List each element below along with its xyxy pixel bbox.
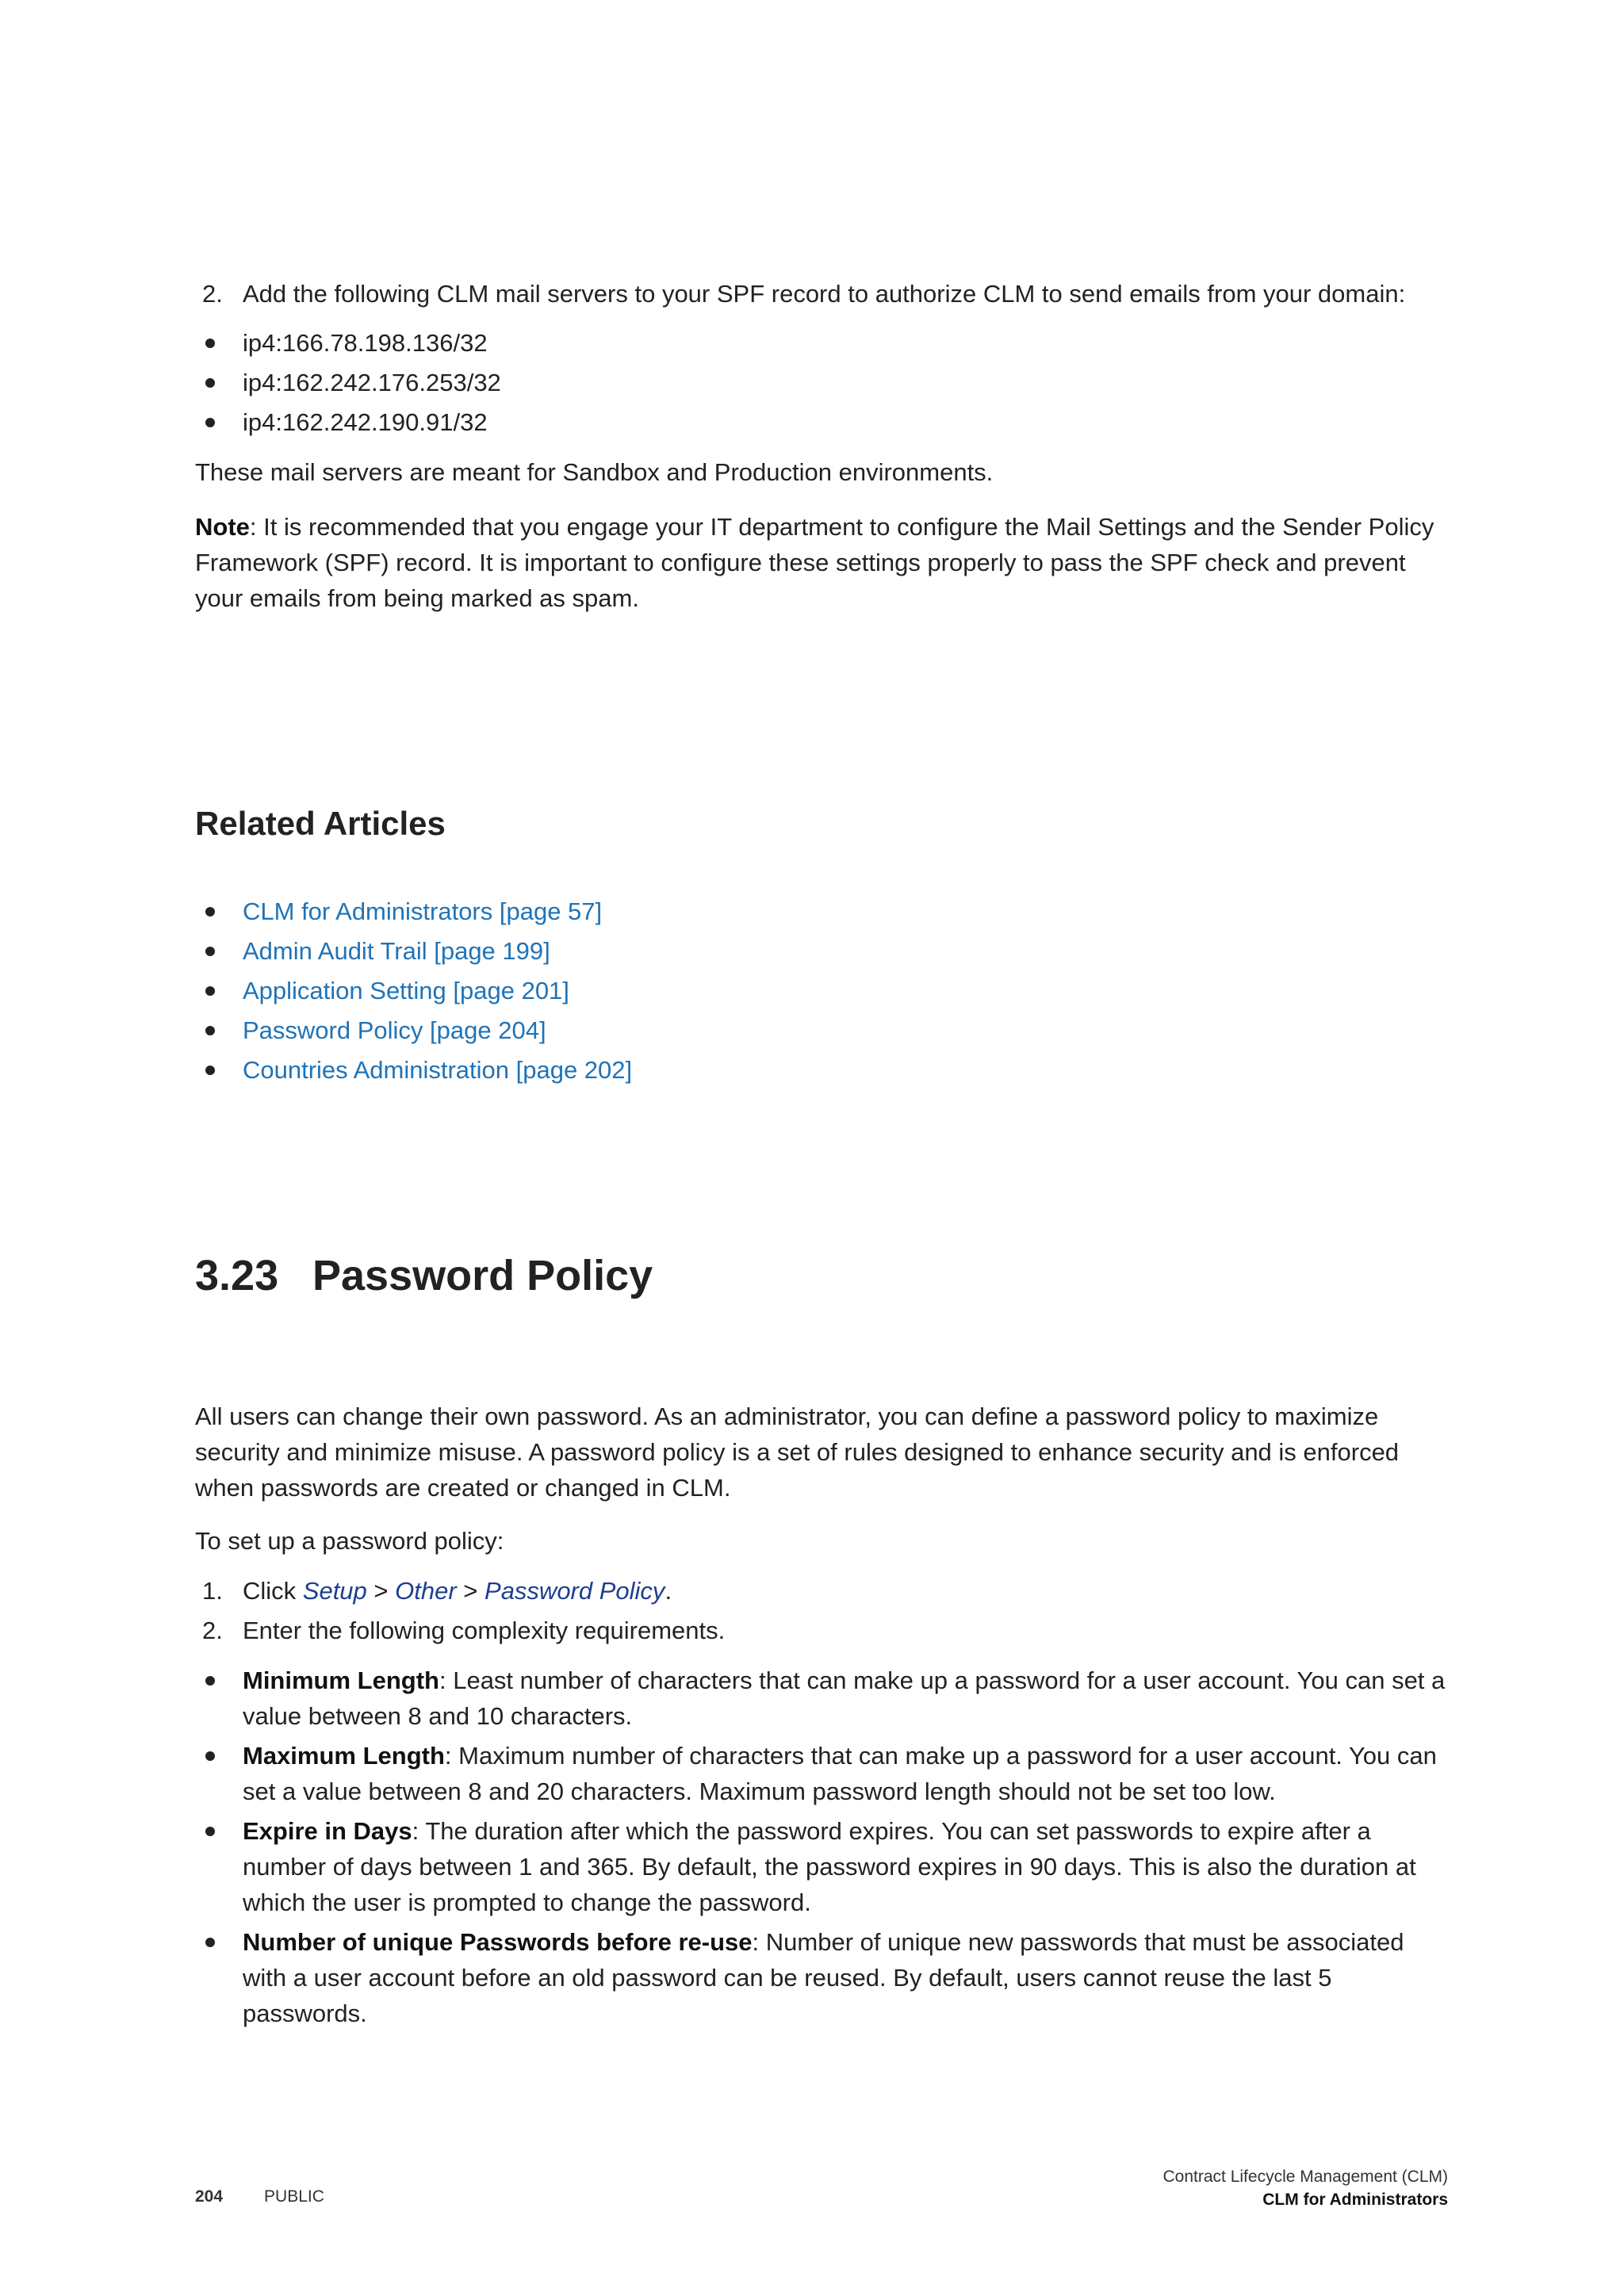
requirement-label: Maximum Length xyxy=(243,1742,445,1770)
footer-right xyxy=(1163,2165,1448,2211)
ip-address-list xyxy=(195,325,1448,440)
bullet-icon xyxy=(205,339,215,348)
step-number: 1. xyxy=(202,1577,223,1605)
step-2-add-mail-servers xyxy=(195,276,1448,312)
footer-product-name: Contract Lifecycle Management (CLM) xyxy=(1162,2168,1448,2186)
menu-path-setup: Setup xyxy=(302,1577,367,1605)
requirement-text: : The duration after which the password expires. You can set passwords to expire after a number of days between 1 and 365. By default, the password expires in 90 days. This is also the duration at which the user is prompted to change the password. xyxy=(243,1817,1416,1916)
bullet-icon xyxy=(205,1827,215,1836)
related-link-item xyxy=(195,1052,1448,1088)
note-text: : It is recommended that you engage your IT department to configure the Mail Settings and the Sender Policy Framework (SPF) record. It is important to configure these settings properly to pass the SPF check and prevent your emails from being marked as spam. xyxy=(195,513,1434,612)
requirement-label: Expire in Days xyxy=(243,1817,412,1845)
classification-label: PUBLIC xyxy=(264,2187,324,2206)
step-1-navigate: 1. Click Setup > Other > Password Policy. xyxy=(195,1573,1448,1609)
bullet-icon xyxy=(205,907,215,916)
step-text: Enter the following complexity requirements. xyxy=(243,1617,726,1644)
note-label: Note xyxy=(195,513,250,541)
related-link-countries-administration[interactable]: Countries Administration [page 202] xyxy=(243,1056,633,1084)
mail-servers-note: These mail servers are meant for Sandbox and Production environments. xyxy=(195,458,994,486)
complexity-requirements-list xyxy=(195,1663,1448,2031)
page-content xyxy=(195,276,1448,2035)
list-item: ip4:162.242.190.91/32 xyxy=(195,404,1448,440)
bullet-icon xyxy=(205,947,215,956)
bullet-icon xyxy=(205,1676,215,1686)
requirement-label: Minimum Length xyxy=(243,1667,439,1694)
requirement-item xyxy=(195,1924,1448,2031)
menu-path-password-policy: Password Policy xyxy=(485,1577,665,1605)
setup-intro: To set up a password policy: xyxy=(195,1527,504,1555)
step-number: 2. xyxy=(202,280,223,308)
requirement-item xyxy=(195,1738,1448,1809)
step-2-enter-requirements xyxy=(195,1613,1448,1648)
related-link-item xyxy=(195,933,1448,969)
bullet-icon xyxy=(205,1938,215,1947)
bullet-icon xyxy=(205,1751,215,1761)
requirement-text: : Number of unique new passwords that must be associated with a user account before an old password can be reused. By default, users cannot reuse the last 5 passwords. xyxy=(243,1928,1404,2027)
related-link-password-policy[interactable]: Password Policy [page 204] xyxy=(243,1016,546,1044)
footer-guide-name: CLM for Administrators xyxy=(1262,2191,1448,2209)
requirement-text: : Maximum number of characters that can make up a password for a user account. You can set a value between 8 and 20 characters. Maximum password length should not be set too low. xyxy=(243,1742,1437,1805)
page-number: 204 xyxy=(195,2187,224,2206)
related-link-clm-for-administrators[interactable]: CLM for Administrators [page 57] xyxy=(243,897,603,925)
related-link-item xyxy=(195,1012,1448,1048)
bullet-icon xyxy=(205,1026,215,1035)
bullet-icon xyxy=(205,986,215,996)
list-item: ip4:166.78.198.136/32 xyxy=(195,325,1448,361)
section-intro: All users can change their own password. As an administrator, you can define a password policy to maximize security and minimize misuse. A password policy is a set of rules designed to enhance security and is enforced when passwords are created or changed in CLM. xyxy=(195,1402,1400,1502)
requirement-item xyxy=(195,1813,1448,1920)
section-number: 3.23 xyxy=(195,1252,279,1299)
related-link-item xyxy=(195,894,1448,929)
note-paragraph xyxy=(195,509,1448,616)
related-articles-list xyxy=(195,894,1448,1088)
requirement-label: Number of unique Passwords before re-use xyxy=(243,1928,753,1956)
list-item: ip4:162.242.176.253/32 xyxy=(195,365,1448,400)
requirement-item xyxy=(195,1663,1448,1734)
related-link-application-setting[interactable]: Application Setting [page 201] xyxy=(243,977,569,1004)
footer-left xyxy=(195,2187,324,2206)
related-articles-heading: Related Articles xyxy=(195,805,446,842)
related-link-item xyxy=(195,973,1448,1008)
bullet-icon xyxy=(205,1066,215,1075)
bullet-icon xyxy=(205,418,215,427)
related-link-admin-audit-trail[interactable]: Admin Audit Trail [page 199] xyxy=(243,937,550,965)
requirement-text: : Least number of characters that can make up a password for a user account. You can set a value between 8 and 10 characters. xyxy=(243,1667,1446,1730)
menu-path-other: Other xyxy=(395,1577,457,1605)
bullet-icon xyxy=(205,378,215,388)
section-heading xyxy=(195,1248,1448,1303)
section-title: Password Policy xyxy=(312,1252,653,1299)
step-text: Add the following CLM mail servers to your SPF record to authorize CLM to send emails from your domain: xyxy=(243,280,1406,308)
step-number: 2. xyxy=(202,1617,223,1644)
